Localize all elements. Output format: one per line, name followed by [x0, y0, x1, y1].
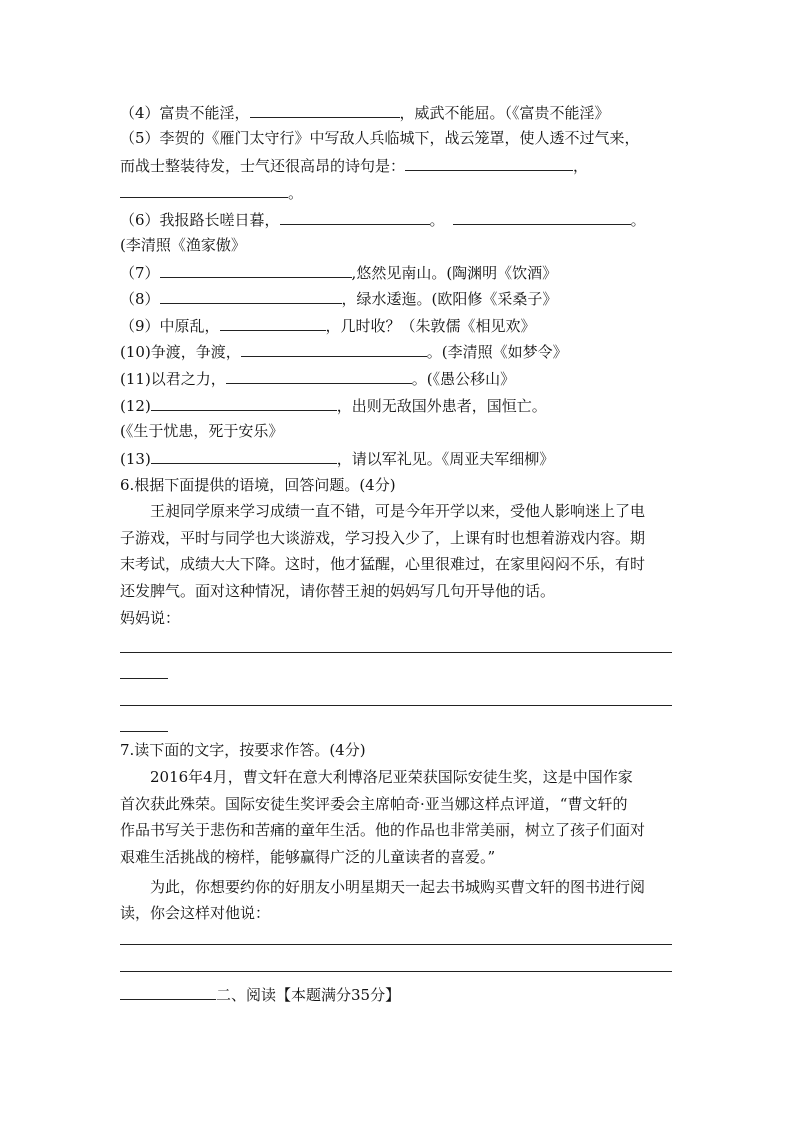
answer-line-short[interactable]	[120, 678, 168, 679]
q8-prefix: （8）	[120, 290, 160, 308]
q6-source: (李清照《渔家傲》	[120, 236, 246, 254]
q11-prefix: (11)以君之力，	[120, 370, 226, 388]
q12-source: (《生于忧患，死于安乐》	[120, 422, 284, 440]
section2-title: 二、阅读【本题满分35分】	[216, 986, 401, 1004]
q4-blank[interactable]	[250, 102, 400, 118]
q7-blank[interactable]	[160, 262, 352, 278]
q13-line	[120, 448, 554, 469]
q5-comma: ，	[573, 157, 589, 175]
question6-para-line: 还发脾气。面对这种情况，请你替王昶的妈妈写几句开导他的话。	[120, 582, 556, 600]
q11-blank[interactable]	[226, 368, 412, 384]
q10-blank[interactable]	[241, 341, 427, 357]
q10-prefix: (10)争渡，争渡，	[120, 343, 241, 361]
q7-suffix: ,悠然见南山。(陶渊明《饮酒》	[351, 264, 558, 282]
q11-line	[120, 368, 515, 389]
question6-para-line: 王昶同学原来学习成绩一直不错，可是今年开学以来，受他人影响迷上了电	[150, 502, 646, 520]
q13-suffix: ，请以军礼见。《周亚夫军细柳》	[336, 450, 555, 468]
q8-blank[interactable]	[160, 288, 342, 304]
q5-line1: （5）李贺的《雁门太守行》中写敌人兵临城下，战云笼罩，使人透不过气来，	[120, 129, 640, 147]
q5-blank-1[interactable]	[405, 155, 573, 171]
q9-suffix: ，几时收？（朱敦儒《相见欢》	[325, 317, 536, 335]
answer-line[interactable]	[120, 971, 672, 972]
q11-suffix: 。(《愚公移山》	[411, 370, 516, 388]
question6-title: 6.根据下面提供的语境，回答问题。(4分)	[120, 476, 396, 494]
q6-blank-1[interactable]	[280, 209, 430, 225]
question7-para1-line: 艰难生活挑战的榜样，能够赢得广泛的儿童读者的喜爱。”	[120, 848, 496, 866]
answer-line-short[interactable]	[120, 731, 168, 732]
question6-para-line: 子游戏，平时与同学也大谈游戏，学习投入少了，上课有时也想着游戏内容。期	[120, 529, 646, 547]
q5-line3	[120, 182, 303, 203]
q10-line	[120, 341, 568, 362]
q12-suffix: ，出则无敌国外患者，国恒亡。	[336, 397, 547, 415]
q8-line	[120, 288, 557, 309]
q9-blank[interactable]	[220, 315, 326, 331]
q4-line	[120, 102, 610, 123]
q4-prefix: （4）富贵不能淫，	[120, 104, 250, 122]
q6-mid: 。	[429, 211, 445, 229]
q12-line	[120, 395, 547, 416]
q6-end: 。	[630, 211, 646, 229]
question7-para1-line: 首次获此殊荣。国际安徒生奖评委会主席帕奇·亚当娜这样点评道，“曹文轩的	[120, 795, 628, 813]
q7-prefix: （7）	[120, 264, 160, 282]
q6-blank-2[interactable]	[453, 209, 631, 225]
q13-blank[interactable]	[151, 448, 337, 464]
question7-title: 7.读下面的文字，按要求作答。(4分)	[120, 741, 366, 759]
q6-prefix: （6）我报路长嗟日暮，	[120, 211, 280, 229]
q13-prefix: (13)	[120, 450, 151, 468]
question6-para-line: 末考试，成绩大大下降。这时，他才猛醒，心里很难过，在家里闷闷不乐，有时	[120, 555, 646, 573]
q9-line	[120, 315, 536, 336]
question7-para2-line: 读，你会这样对他说：	[120, 904, 271, 922]
q5-prefix: 而战士整装待发，士气还很高昂的诗句是：	[120, 157, 406, 175]
question7-para1-line: 2016年4月，曹文轩在意大利博洛尼亚荣获国际安徒生奖，这是中国作家	[150, 768, 633, 786]
question6-prompt: 妈妈说：	[120, 609, 181, 627]
section2-score-blank[interactable]	[120, 984, 216, 1000]
question7-para1-line: 作品书写关于悲伤和苦痛的童年生活。他的作品也非常美丽，树立了孩子们面对	[120, 821, 646, 839]
answer-line[interactable]	[120, 652, 672, 653]
q10-suffix: 。(李清照《如梦令》	[426, 343, 568, 361]
answer-line[interactable]	[120, 944, 672, 945]
answer-line[interactable]	[120, 705, 672, 706]
q9-prefix: （9）中原乱，	[120, 317, 220, 335]
question7-para2-line: 为此，你想要约你的好朋友小明星期天一起去书城购买曹文轩的图书进行阅	[150, 878, 646, 896]
q6-line	[120, 209, 646, 230]
q12-prefix: (12)	[120, 397, 151, 415]
q7-line	[120, 262, 557, 283]
section2-heading	[120, 984, 400, 1005]
q5-blank-2[interactable]	[120, 182, 288, 198]
q8-suffix: ，绿水逶迤。(欧阳修《采桑子》	[341, 290, 558, 308]
q5-period: 。	[288, 184, 304, 202]
q4-suffix: ，威武不能屈。（《富贵不能淫》	[399, 104, 610, 122]
q12-blank[interactable]	[151, 395, 337, 411]
q5-line2	[120, 155, 588, 176]
